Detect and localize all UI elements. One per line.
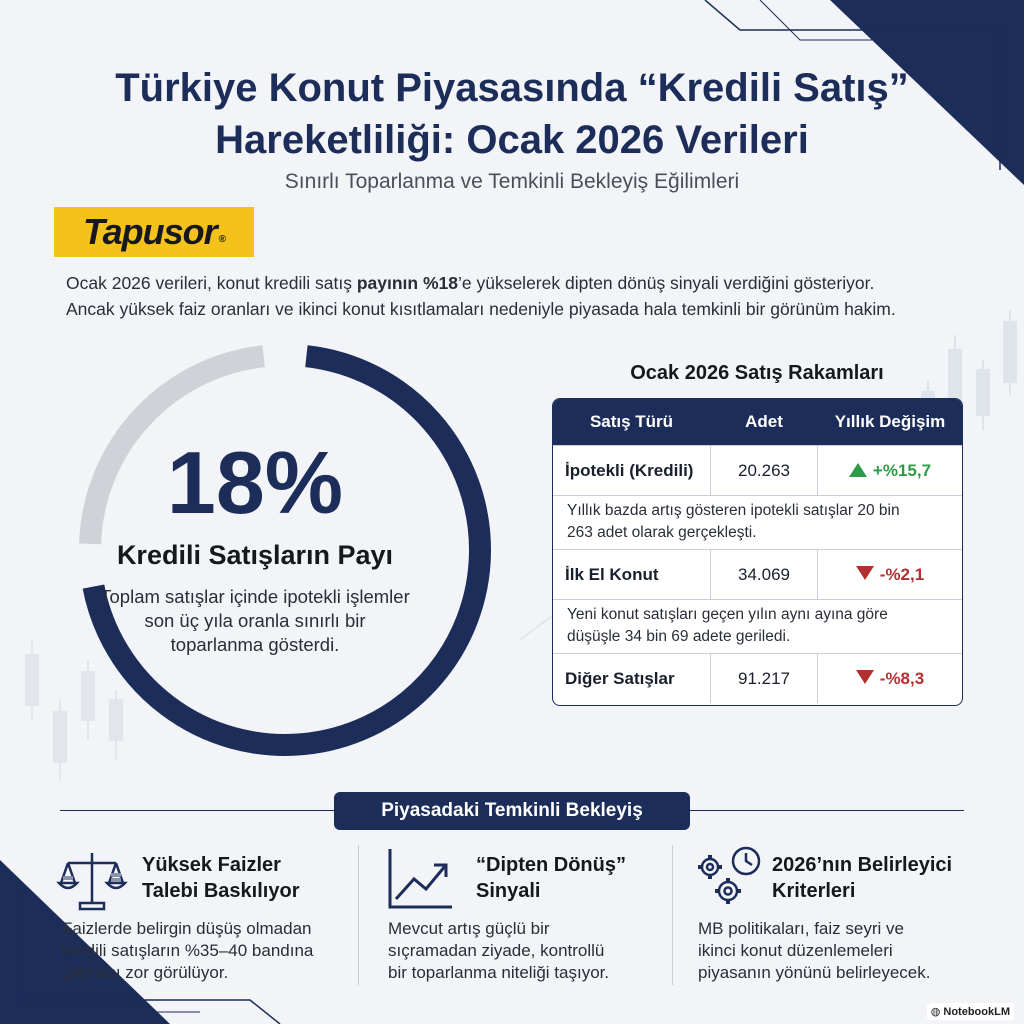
row-change bbox=[818, 565, 962, 585]
share-percent: 18% bbox=[166, 433, 344, 532]
intro-line-2: Ancak yüksek faiz oranları ve ikinci konut kısıtlamaları nedeniyle piyasada hala temkinli bir görünüm hakim. bbox=[66, 299, 896, 319]
column-separator bbox=[358, 845, 359, 985]
column-title-line-2: Kriterleri bbox=[772, 880, 856, 902]
row-type: İpotekli (Kredili) bbox=[565, 460, 694, 480]
intro-line1-pre: Ocak 2026 verileri, konut kredili satış bbox=[66, 273, 357, 293]
page-title bbox=[0, 62, 1024, 166]
intro-text bbox=[66, 270, 966, 322]
logo-text: Tapusor bbox=[82, 211, 217, 252]
intro-line1-post: ’e yükselerek dipten dönüş sinyali verdiğini gösteriyor. bbox=[457, 273, 875, 293]
row-change-value: -%2,1 bbox=[879, 564, 925, 584]
section-title: Piyasadaki Temkinli Bekleyiş bbox=[334, 792, 690, 830]
row-note-line-1: Yıllık bazda artış gösteren ipotekli satışlar 20 bin bbox=[567, 502, 900, 519]
gears-clock-icon bbox=[694, 845, 766, 917]
row-type: İlk El Konut bbox=[565, 564, 659, 584]
intro-line1-bold: payının %18 bbox=[356, 273, 458, 293]
column-title bbox=[476, 852, 626, 904]
row-note bbox=[553, 495, 962, 549]
column-title-line-1: “Dipten Dönüş” bbox=[476, 854, 626, 876]
column-text-line-3: çıkması zor görülüyor. bbox=[62, 963, 229, 982]
column-text-line-3: piyasanın yönünü belirleyecek. bbox=[698, 963, 931, 982]
intro-line-1 bbox=[66, 270, 966, 296]
arrow-up-icon bbox=[849, 463, 867, 477]
sales-table bbox=[552, 398, 963, 706]
row-count: 34.069 bbox=[710, 550, 818, 599]
sales-table-title: Ocak 2026 Satış Rakamları bbox=[630, 362, 884, 384]
header-sale-type: Satış Türü bbox=[589, 412, 674, 431]
row-note-line-2: düşüşle 34 bin 69 adete geriledi. bbox=[567, 628, 791, 645]
column-title bbox=[772, 852, 952, 904]
arrow-down-icon bbox=[856, 566, 874, 580]
table-row bbox=[553, 549, 962, 599]
column-title-line-1: 2026’nın Belirleyici bbox=[772, 854, 953, 876]
column-text-line-2: kredili satışların %35–40 bandına bbox=[62, 941, 314, 960]
notebooklm-brand: ◍ NotebookLM bbox=[927, 1003, 1014, 1020]
row-note-line-2: 263 adet olarak gerçekleşti. bbox=[567, 524, 757, 541]
row-note-line-1: Yeni konut satışları geçen yılın aynı ayına göre bbox=[567, 606, 888, 623]
column-text bbox=[62, 918, 352, 984]
title-line-2: Hareketliliği: Ocak 2026 Verileri bbox=[215, 118, 809, 162]
column-text-line-2: ikinci konut düzenlemeleri bbox=[698, 941, 893, 960]
table-header bbox=[553, 399, 962, 445]
tapusor-logo bbox=[54, 207, 254, 257]
row-change bbox=[818, 669, 962, 689]
brand-text: NotebookLM bbox=[943, 1006, 1010, 1018]
row-note bbox=[553, 599, 962, 653]
logo-registered-mark: ® bbox=[218, 233, 226, 245]
column-text bbox=[698, 918, 988, 984]
row-change bbox=[818, 461, 962, 481]
share-desc-line-2: son üç yıla oranla sınırlı bir bbox=[144, 610, 366, 631]
share-desc-line-1: Toplam satışlar içinde ipotekli işlemler bbox=[100, 586, 410, 607]
scales-icon bbox=[56, 845, 128, 917]
table-row bbox=[553, 445, 962, 495]
column-text-line-2: sıçramadan ziyade, kontrollü bbox=[388, 941, 605, 960]
row-count: 91.217 bbox=[710, 654, 818, 703]
column-title bbox=[142, 852, 299, 904]
share-desc-line-3: toparlanma gösterdi. bbox=[170, 634, 340, 655]
column-text-line-1: Mevcut artış güçlü bir bbox=[388, 919, 550, 938]
header-count: Adet bbox=[745, 412, 783, 431]
column-text bbox=[388, 918, 668, 984]
column-text-line-1: MB politikaları, faiz seyri ve bbox=[698, 919, 904, 938]
column-text-line-1: Faizlerde belirgin düşüş olmadan bbox=[62, 919, 312, 938]
column-title-line-1: Yüksek Faizler bbox=[142, 854, 281, 876]
column-separator bbox=[672, 845, 673, 985]
row-change-value: +%15,7 bbox=[872, 460, 932, 480]
share-label: Kredili Satışların Payı bbox=[116, 540, 394, 570]
row-change-value: -%8,3 bbox=[879, 668, 925, 688]
page-subtitle: Sınırlı Toparlanma ve Temkinli Bekleyiş Eğilimleri bbox=[284, 170, 740, 193]
header-yearly-change: Yıllık Değişim bbox=[834, 412, 946, 431]
table-row bbox=[553, 653, 962, 703]
arrow-down-icon bbox=[856, 670, 874, 684]
trend-up-icon bbox=[384, 845, 456, 917]
row-count: 20.263 bbox=[710, 446, 818, 495]
column-title-line-2: Talebi Baskılıyor bbox=[142, 880, 300, 902]
title-line-1: Türkiye Konut Piyasasında “Kredili Satış” bbox=[115, 66, 909, 110]
column-title-line-2: Sinyali bbox=[476, 880, 541, 902]
column-text-line-3: bir toparlanma niteliği taşıyor. bbox=[388, 963, 610, 982]
row-type: Diğer Satışlar bbox=[565, 668, 675, 688]
share-description bbox=[80, 585, 430, 657]
